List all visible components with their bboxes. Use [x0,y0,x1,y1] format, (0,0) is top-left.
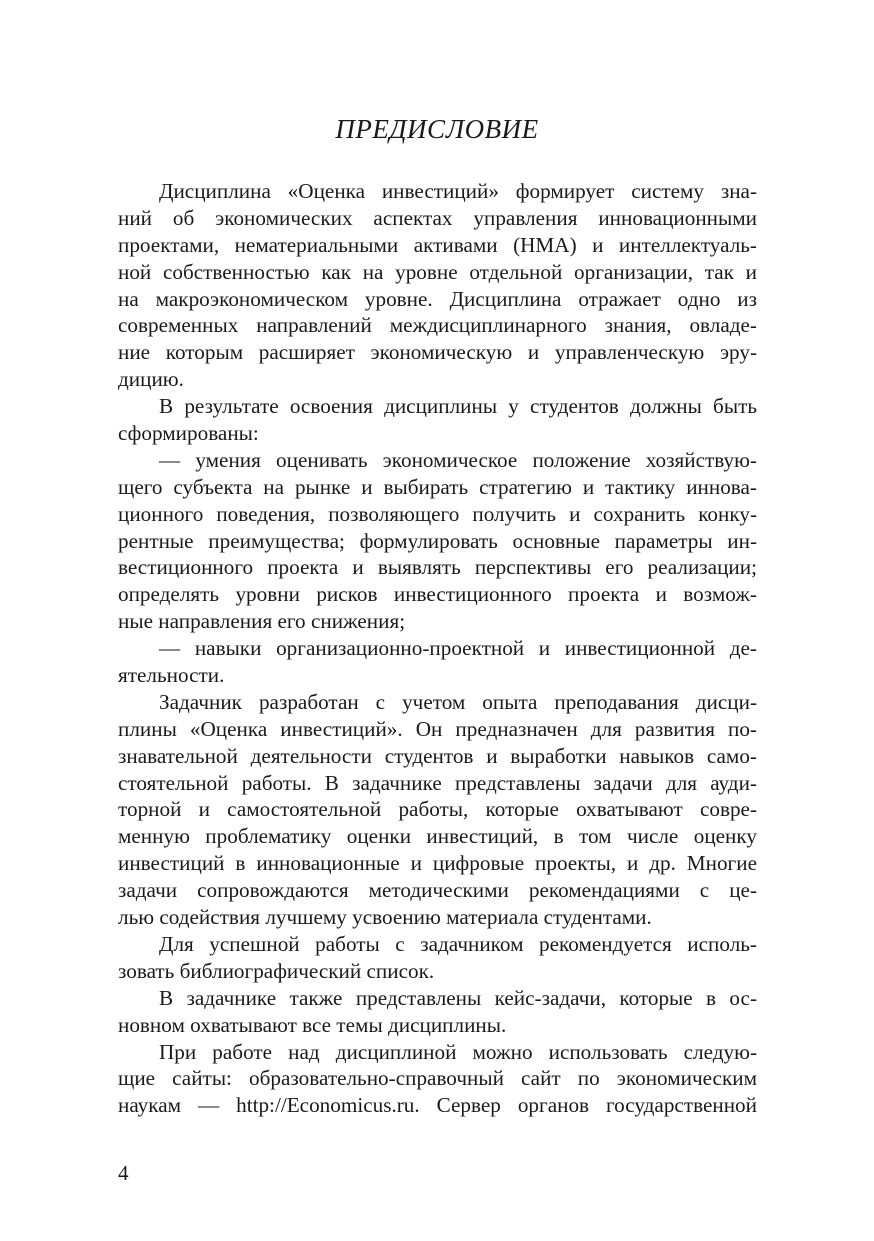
text-line: на макроэкономическом уровне. Дисциплина отражает одно из [118,286,757,311]
text-line: щего субъекта на рынке и выбирать стратегию и тактику иннова- [118,474,757,499]
text-line: ний об экономических аспектах управления инновационными [118,205,757,230]
text-line: ционного поведения, позволяющего получить и сохранить конку- [118,501,757,526]
text-line: — умения оценивать экономическое положение хозяйствую- [159,447,757,472]
text-line: новном охватывают все темы дисциплины. [118,1012,507,1037]
text-line: торной и самостоятельной работы, которые охватывают совре- [118,797,757,822]
text-line: современных направлений междисциплинарного знания, овладе- [118,313,757,338]
text-line: менную проблематику оценки инвестиций, в том числе оценку [118,824,757,849]
text-line: щие сайты: образовательно-справочный сайт по экономическим [118,1066,757,1091]
text-line: рентные преимущества; формулировать основные параметры ин- [118,528,757,553]
text-line: знавательной деятельности студентов и выработки навыков само- [118,743,757,768]
text-line: ной собственностью как на уровне отдельной организации, так и [118,259,757,284]
text-line: дицию. [118,367,184,392]
text-line: Задачник разработан с учетом опыта преподавания дисци- [159,689,757,714]
text-line: В задачнике также представлены кейс-задачи, которые в ос- [159,985,757,1010]
text-line: сформированы: [118,421,259,446]
text-line: При работе над дисциплиной можно использовать следую- [159,1039,757,1064]
text-line: наукам — http://Economicus.ru. Сервер органов государственной [118,1093,757,1118]
text-line: плины «Оценка инвестиций». Он предназначен для развития по- [118,716,757,741]
text-line: определять уровни рисков инвестиционного проекта и возмож- [118,582,757,607]
text-line: зовать библиографический список. [118,958,435,983]
text-line: стоятельной работы. В задачнике представлены задачи для ауди- [118,770,757,795]
text-line: ятельности. [118,663,225,688]
text-line: ние которым расширяет экономическую и управленческую эру- [118,340,757,365]
text-line: проектами, нематериальными активами (НМА) и интеллектуаль- [118,232,757,257]
text-line: Дисциплина «Оценка инвестиций» формирует систему зна- [159,179,757,203]
text-line: — навыки организационно-проектной и инвестиционной де- [159,636,757,661]
text-line: вестиционного проекта и выявлять перспективы его реализации; [118,555,757,580]
text-line: задачи сопровождаются методическими рекомендациями с це- [118,878,757,903]
text-line: лью содействия лучшему усвоению материала студентами. [118,905,652,930]
text-line: Для успешной работы с задачником рекомендуется исполь- [159,931,757,956]
page-number: 4 [118,1161,129,1185]
text-line: В результате освоения дисциплины у студентов должны быть [159,394,757,419]
text-line: инвестиций в инновационные и цифровые проекты, и др. Многие [118,851,757,876]
preface-body [118,178,757,1119]
text-line: ные направления его снижения; [118,609,406,634]
page-title: ПРЕДИСЛОВИЕ [335,114,539,144]
